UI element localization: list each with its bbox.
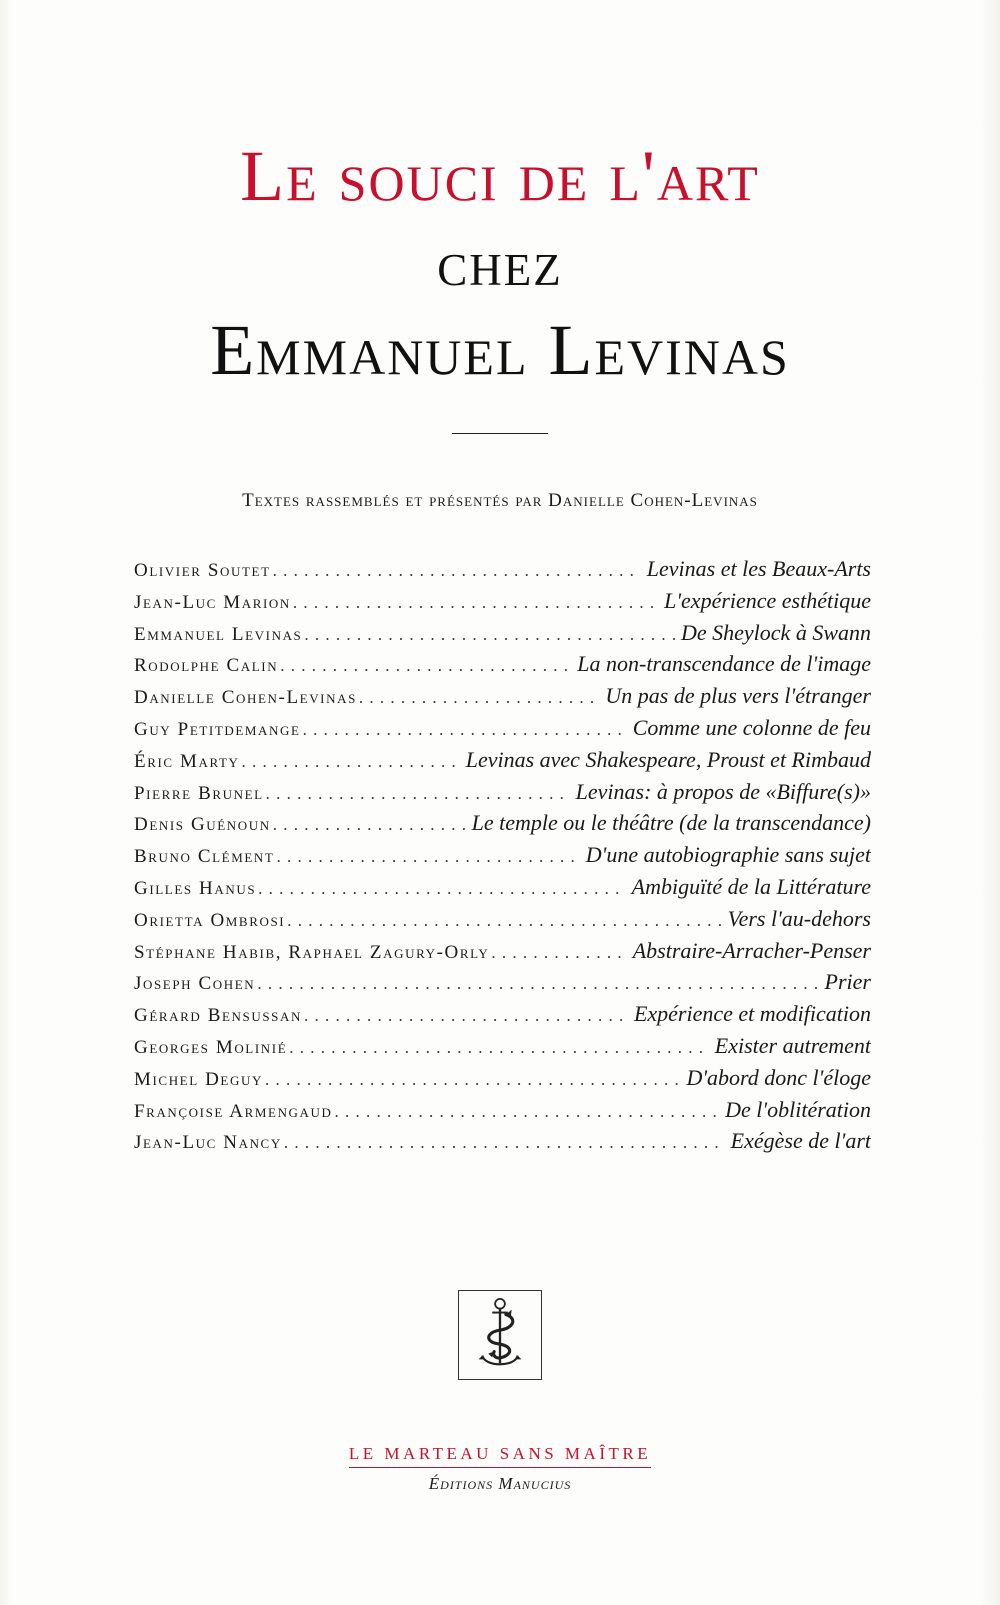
toc-row (134, 683, 871, 715)
toc-leader (257, 974, 818, 994)
toc-row (134, 620, 871, 652)
toc-author: Jean-Luc Nancy (134, 1132, 282, 1154)
toc-author: Denis Guénoun (134, 814, 271, 836)
toc-author: Stéphane Habib, Raphael Zagury-Orly (134, 941, 490, 963)
toc-title: De l'oblitération (725, 1096, 871, 1122)
toc-row (134, 651, 871, 683)
title-block (0, 136, 1000, 390)
toc-author: Rodolphe Calin (134, 655, 279, 677)
title-line-1: Le souci de l'art (240, 136, 760, 216)
toc-author: Éric Marty (134, 750, 240, 772)
toc-leader (491, 943, 626, 963)
toc-leader (335, 1102, 720, 1122)
title-line-3: Emmanuel Levinas (210, 310, 790, 390)
toc-leader (242, 752, 460, 772)
toc-leader (280, 656, 571, 676)
toc-title: L'expérience esthétique (664, 587, 871, 613)
toc-title: Levinas: à propos de «Biffure(s)» (575, 778, 871, 804)
toc-author: Bruno Clément (134, 846, 275, 868)
toc-leader (293, 593, 658, 613)
toc-leader (289, 1038, 709, 1058)
toc-leader (276, 847, 579, 867)
toc-author: Jean-Luc Marion (134, 591, 291, 613)
toc-author: Gilles Hanus (134, 877, 257, 899)
toc-author: Emmanuel Levinas (134, 623, 303, 645)
editor-line: Textes rassemblés et présentés par Danielle Cohen-Levinas (242, 490, 758, 511)
toc-row (134, 556, 871, 588)
toc-title: Exister autrement (714, 1032, 871, 1058)
publisher-block (0, 1444, 1000, 1494)
toc-row (134, 1128, 871, 1160)
toc-title: Ambiguïté de la Littérature (631, 873, 871, 899)
publisher-imprint: Éditions Manucius (428, 1474, 572, 1493)
toc-leader (265, 1070, 680, 1090)
toc-title: Le temple ou le théâtre (de la transcendance) (471, 810, 871, 836)
toc-row (134, 874, 871, 906)
table-of-contents (134, 556, 871, 1160)
toc-row (134, 1001, 871, 1033)
toc-row (134, 715, 871, 747)
toc-row (134, 969, 871, 1001)
toc-leader (266, 784, 570, 804)
toc-row (134, 588, 871, 620)
toc-author: Joseph Cohen (134, 973, 256, 995)
toc-row (134, 747, 871, 779)
toc-title: La non-transcendance de l'image (577, 651, 871, 677)
toc-row (134, 906, 871, 938)
toc-title: D'abord donc l'éloge (686, 1064, 871, 1090)
toc-leader (273, 561, 641, 581)
toc-author: Michel Deguy (134, 1068, 263, 1090)
toc-title: Levinas avec Shakespeare, Proust et Rimbaud (465, 746, 871, 772)
toc-title: Expérience et modification (633, 1001, 871, 1027)
toc-title: De Sheylock à Swann (681, 619, 871, 645)
toc-leader (273, 815, 466, 835)
toc-author: Danielle Cohen-Levinas (134, 687, 357, 709)
toc-leader (258, 879, 626, 899)
title-line-2: chez (437, 228, 563, 299)
toc-title: Abstraire-Arracher-Penser (632, 937, 871, 963)
toc-author: Françoise Armengaud (134, 1100, 333, 1122)
toc-leader (303, 720, 627, 740)
toc-leader (304, 625, 675, 645)
toc-row (134, 938, 871, 970)
toc-author: Gérard Bensussan (134, 1005, 302, 1027)
anchor-dolphin-emblem-icon (458, 1290, 542, 1380)
title-divider (452, 433, 548, 434)
toc-row (134, 1033, 871, 1065)
toc-title: Comme une colonne de feu (632, 714, 871, 740)
toc-author: Pierre Brunel (134, 782, 264, 804)
publisher-name: LE MARTEAU SANS MAÎTRE (349, 1444, 651, 1468)
toc-row (134, 779, 871, 811)
toc-author: Guy Petitdemange (134, 718, 301, 740)
toc-title: D'une autobiographie sans sujet (585, 842, 871, 868)
toc-row (134, 1065, 871, 1097)
toc-leader (284, 1133, 725, 1153)
toc-row (134, 810, 871, 842)
toc-leader (359, 688, 599, 708)
toc-row (134, 842, 871, 874)
toc-leader (287, 911, 721, 931)
toc-row (134, 1097, 871, 1129)
toc-title: Un pas de plus vers l'étranger (605, 683, 871, 709)
toc-title: Prier (824, 969, 871, 995)
toc-title: Exégèse de l'art (730, 1128, 871, 1154)
toc-author: Olivier Soutet (134, 560, 271, 581)
toc-title: Vers l'au-dehors (727, 905, 871, 931)
toc-title: Levinas et les Beaux-Arts (646, 556, 871, 581)
toc-leader (304, 1006, 628, 1026)
toc-author: Orietta Ombrosi (134, 909, 286, 931)
toc-author: Georges Molinié (134, 1036, 288, 1058)
